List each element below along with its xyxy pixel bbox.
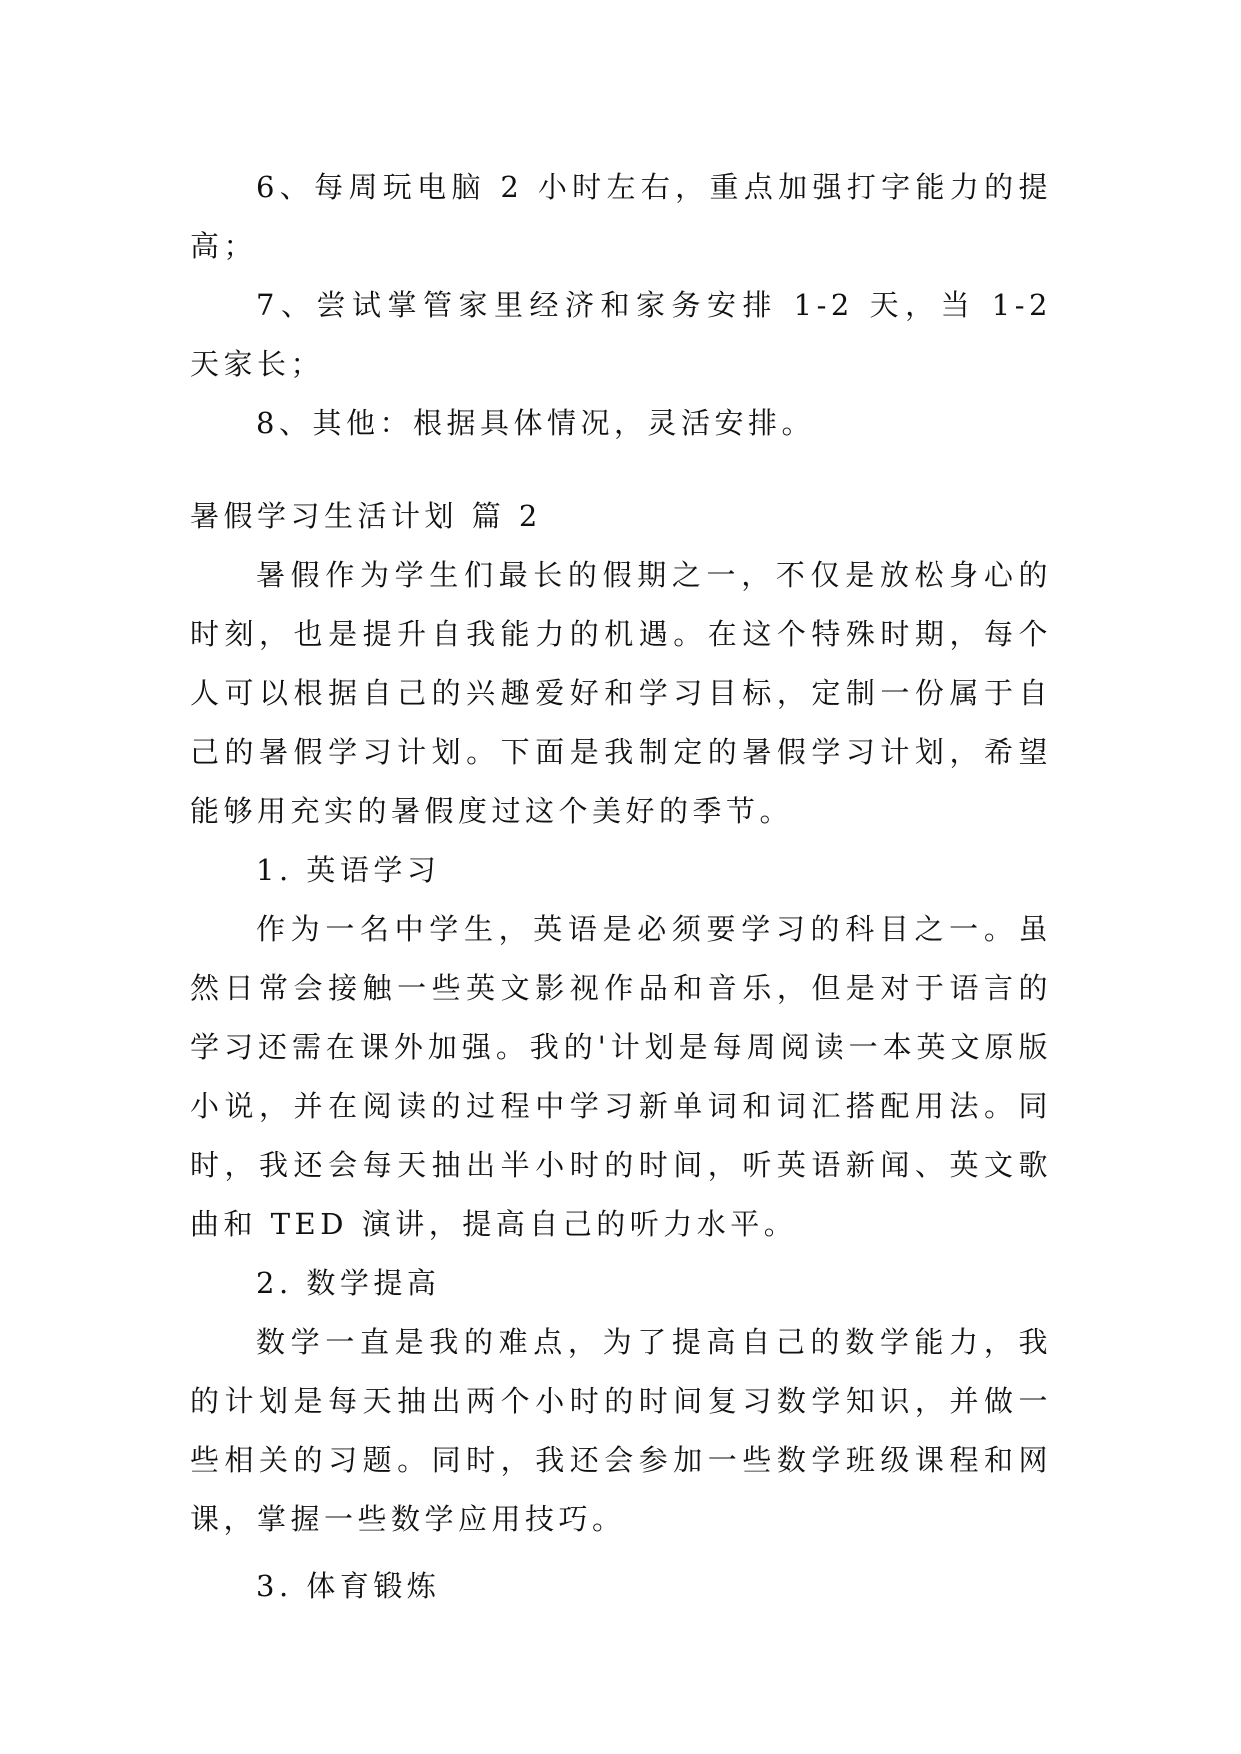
math-paragraph: 数学一直是我的难点，为了提高自己的数学能力，我的计划是每天抽出两个小时的时间复习数学知识，并做一些相关的习题。同时，我还会参加一些数学班级课程和网课，掌握一些数学应用技巧。 — [190, 1325, 1052, 1536]
list-item-7: 7、尝试掌管家里经济和家务安排 1-2 天，当 1-2 天家长； — [190, 288, 1052, 381]
english-heading: 1. 英语学习 — [256, 853, 441, 887]
section-title: 暑假学习生活计划 篇 2 — [190, 499, 542, 533]
sports-heading: 3. 体育锻炼 — [256, 1569, 441, 1603]
list-item-6: 6、每周玩电脑 2 小时左右，重点加强打字能力的提高； — [190, 170, 1052, 263]
document-page — [190, 158, 1052, 1616]
english-paragraph: 作为一名中学生，英语是必须要学习的科目之一。虽然日常会接触一些英文影视作品和音乐，但是对于语言的学习还需在课外加强。我的'计划是每周阅读一本英文原版小说，并在阅读的过程中学习新单词和词汇搭配用法。同时，我还会每天抽出半小时的时间，听英语新闻、英文歌曲和 TED 演讲，提高自己的听力水平。 — [190, 912, 1052, 1241]
list-item-8: 8、其他：根据具体情况，灵活安排。 — [256, 406, 815, 440]
math-heading: 2. 数学提高 — [256, 1266, 441, 1300]
intro-paragraph: 暑假作为学生们最长的假期之一，不仅是放松身心的时刻，也是提升自我能力的机遇。在这个特殊时期，每个人可以根据自己的兴趣爱好和学习目标，定制一份属于自己的暑假学习计划。下面是我制定的暑假学习计划，希望能够用充实的暑假度过这个美好的季节。 — [190, 558, 1052, 828]
